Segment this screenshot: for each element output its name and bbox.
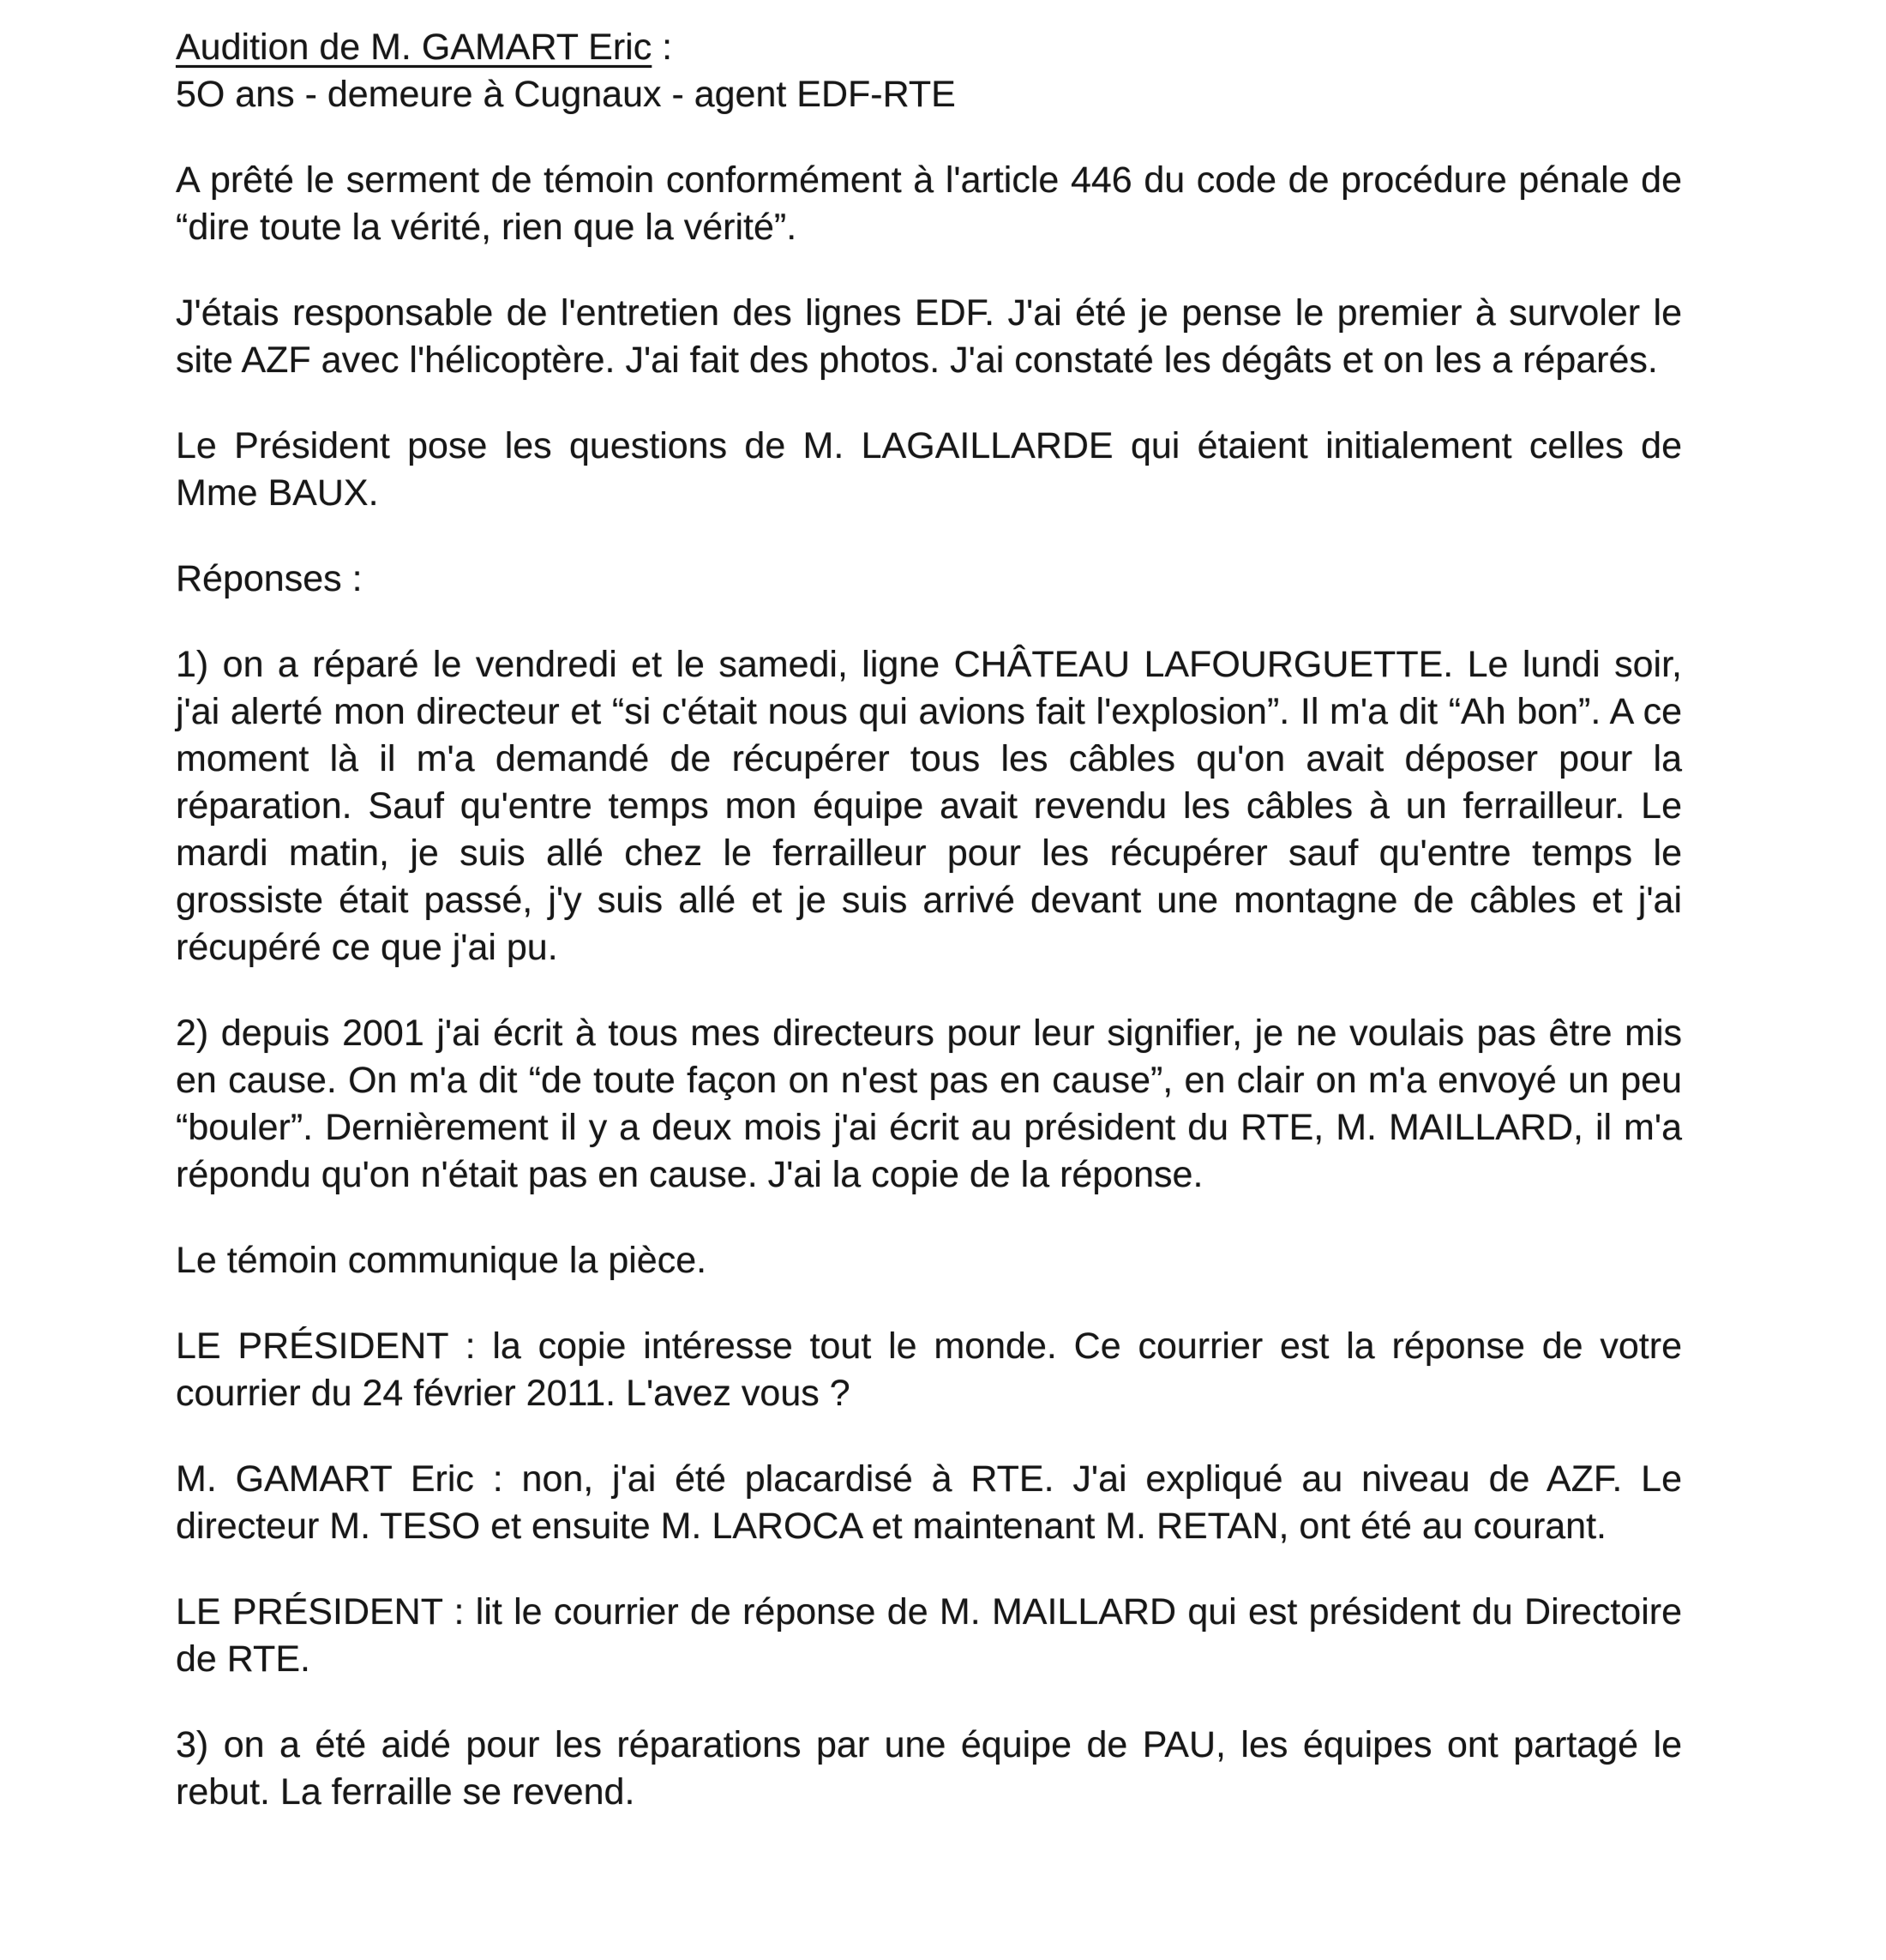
document-header [176, 24, 1682, 118]
paragraph-president-courrier: LE PRÉSIDENT : lit le courrier de réponse de M. MAILLARD qui est président du Directoire de RTE. [176, 1591, 1682, 1680]
document-title [176, 24, 1682, 71]
paragraph-reponse-2: 2) depuis 2001 j'ai écrit à tous mes directeurs pour leur signifier, je ne voulais pas être mis en cause. On m'a dit “de toute façon on n'est pas en cause”, en clair on m'a envoyé un peu “bouler”. Dernièrement il y a deux mois j'ai écrit au président du RTE, M. MAILLARD, il m'a répondu qu'on n'était pas en cause. J'ai la copie de la réponse. [176, 1013, 1682, 1195]
paragraph-president-questions: Le Président pose les questions de M. LAGAILLARDE qui étaient initialement celles de Mme BAUX. [176, 425, 1682, 514]
paragraph-reponse-3: 3) on a été aidé pour les réparations par une équipe de PAU, les équipes ont partagé le rebut. La ferraille se revend. [176, 1724, 1682, 1813]
document-subtitle: 5O ans - demeure à Cugnaux - agent EDF-RTE [176, 74, 956, 115]
paragraph-reponse-1: 1) on a réparé le vendredi et le samedi, ligne CHÂTEAU LAFOURGUETTE. Le lundi soir, j'ai alerté mon directeur et “si c'était nous qui avions fait l'explosion”. Il m'a dit “Ah bon”. A ce moment là il m'a demandé de récupérer tous les câbles qu'on avait déposer pour la réparation. Sauf qu'entre temps mon équipe avait revendu les câbles à un ferrailleur. Le mardi matin, je suis allé chez le ferrailleur pour les récupérer sauf qu'entre temps le grossiste était passé, j'y suis allé et je suis arrivé devant une montagne de câbles et j'ai récupéré ce que j'ai pu. [176, 644, 1682, 968]
document-title-colon: : [652, 27, 673, 68]
paragraph-gamart-reponse: M. GAMART Eric : non, j'ai été placardisé à RTE. J'ai expliqué au niveau de AZF. Le directeur M. TESO et ensuite M. LAROCA et maintenant M. RETAN, ont été au courant. [176, 1458, 1682, 1547]
paragraph-president-copie: LE PRÉSIDENT : la copie intéresse tout le monde. Ce courrier est la réponse de votre courrier du 24 février 2011. L'avez vous ? [176, 1326, 1682, 1414]
paragraph-temoignage-intro: J'étais responsable de l'entretien des lignes EDF. J'ai été je pense le premier à survoler le site AZF avec l'hélicoptère. J'ai fait des photos. J'ai constaté les dégâts et on les a réparés. [176, 292, 1682, 381]
label-reponses: Réponses : [176, 558, 363, 599]
paragraph-temoin-piece: Le témoin communique la pièce. [176, 1240, 707, 1281]
document-title-underlined-text: Audition de M. GAMART Eric [176, 27, 652, 68]
paragraph-serment: A prêté le serment de témoin conformément à l'article 446 du code de procédure pénale de “dire toute la vérité, rien que la vérité”. [176, 159, 1682, 248]
